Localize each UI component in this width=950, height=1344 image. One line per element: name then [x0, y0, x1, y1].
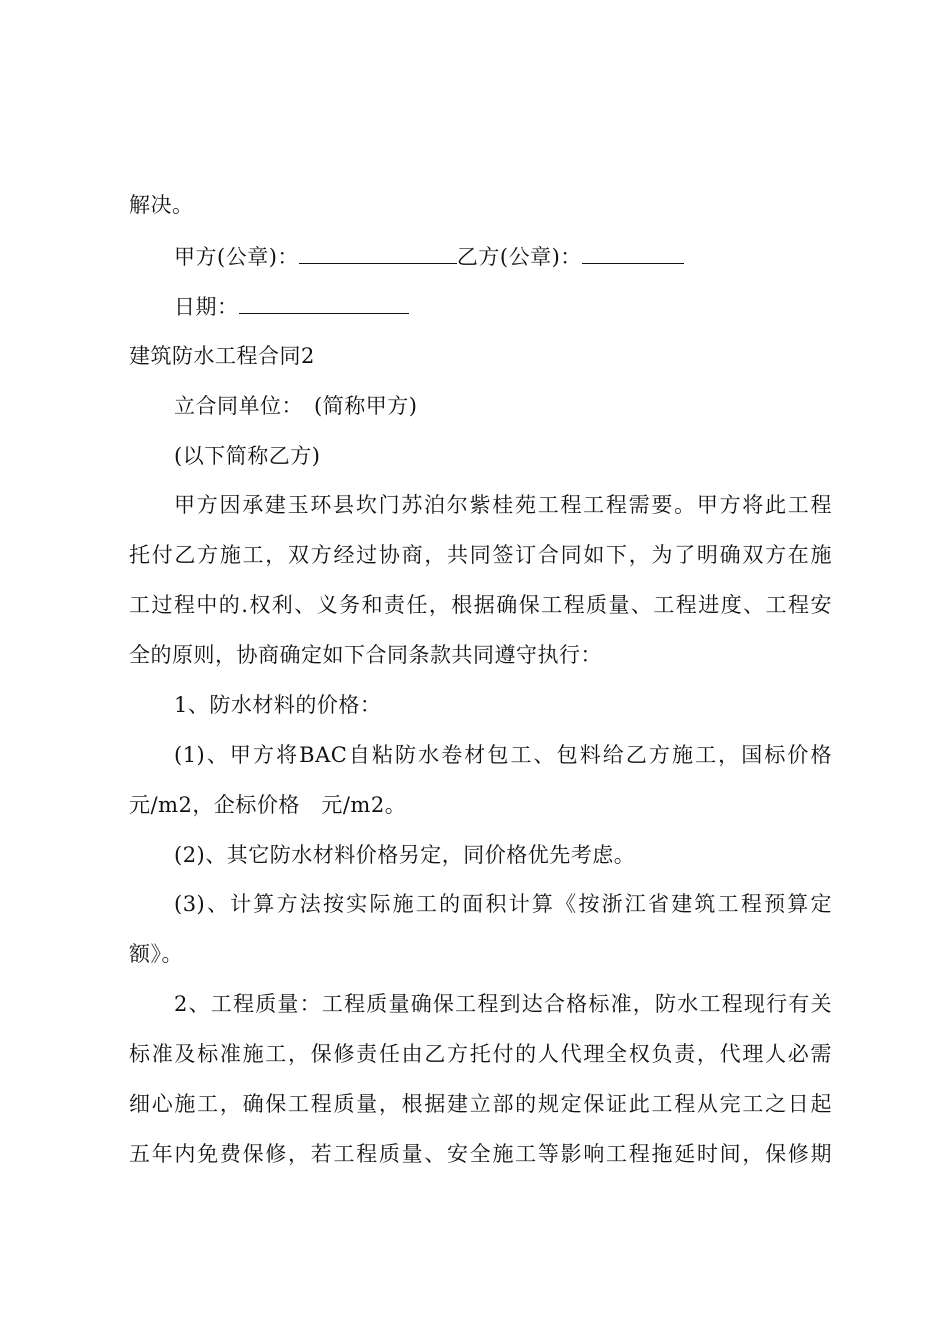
- date-label: 日期：: [174, 295, 239, 319]
- party-a-seal-label: 甲方(公章)：: [174, 245, 299, 269]
- clause-heading: 2、工程质量：工程质量确保工程到达合格标准，防水工程现行有关: [174, 992, 832, 1016]
- text-line: 额》。: [129, 942, 183, 966]
- text-line: 标准及标准施工，保修责任由乙方托付的人代理全权负责，代理人必需: [129, 1042, 832, 1066]
- text-line: (以下简称乙方): [174, 444, 321, 468]
- text-line: 工过程中的.权利、义务和责任，根据确保工程质量、工程进度、工程安: [129, 593, 832, 617]
- party-b-seal-label: 乙方(公章)：: [456, 245, 582, 269]
- date-line: [174, 293, 832, 320]
- text-line: (3)、计算方法按实际施工的面积计算《按浙江省建筑工程预算定: [174, 892, 832, 916]
- text-line: 解决。: [129, 193, 194, 217]
- clause-heading: 1、防水材料的价格：: [174, 693, 382, 717]
- party-a-seal-blank: [299, 243, 457, 264]
- text-line: 托付乙方施工，双方经过协商，共同签订合同如下，为了明确双方在施: [129, 543, 832, 567]
- signature-line-parties: [174, 243, 832, 270]
- party-b-seal-blank: [582, 243, 684, 264]
- text-line: 全的原则，协商确定如下合同条款共同遵守执行：: [129, 643, 602, 667]
- text-line: (2)、其它防水材料价格另定，同价格优先考虑。: [174, 843, 636, 867]
- contract-title: 建筑防水工程合同2: [129, 344, 315, 368]
- date-blank: [239, 293, 409, 314]
- text-line: 立合同单位： (简称甲方): [174, 394, 418, 418]
- text-line: 五年内免费保修，若工程质量、安全施工等影响工程拖延时间，保修期: [129, 1142, 832, 1166]
- text-line: 元/m2，企标价格 元/m2。: [129, 793, 407, 817]
- text-line: (1)、甲方将BAC自粘防水卷材包工、包料给乙方施工，国标价格: [174, 743, 832, 767]
- text-line: 细心施工，确保工程质量，根据建立部的规定保证此工程从完工之日起: [129, 1092, 832, 1116]
- text-line: 甲方因承建玉环县坎门苏泊尔紫桂苑工程工程需要。甲方将此工程: [174, 493, 832, 517]
